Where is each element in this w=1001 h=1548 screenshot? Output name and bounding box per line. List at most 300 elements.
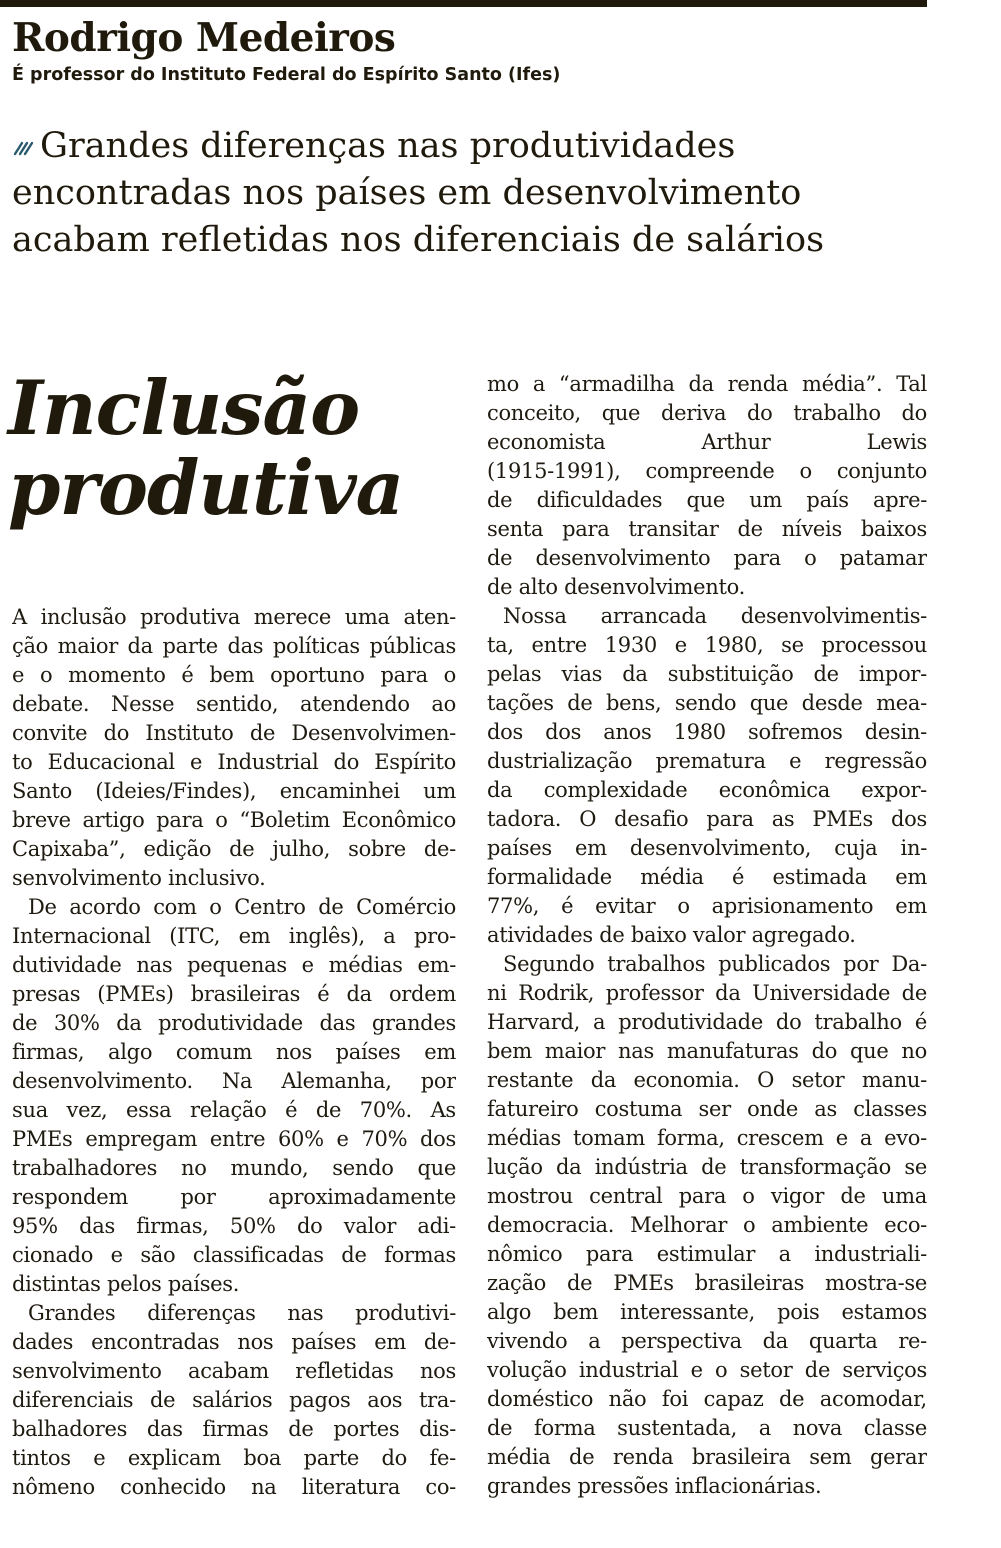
word: forma, — [656, 1126, 725, 1150]
word: interessante, — [620, 1300, 755, 1324]
word: trabalhos — [607, 952, 706, 976]
word: Universidade — [752, 981, 891, 1005]
word: presas — [12, 982, 81, 1006]
word: o — [677, 894, 690, 918]
word: prematura — [655, 749, 766, 773]
article-title-line: Inclusão — [8, 364, 360, 452]
word: países — [335, 1040, 401, 1064]
word: em — [575, 836, 607, 860]
word: no — [181, 1156, 207, 1180]
word: brasileira — [691, 1445, 791, 1469]
word: o — [804, 546, 817, 570]
word: estimada — [772, 865, 867, 889]
word: (ITC, — [169, 924, 221, 948]
article-line — [487, 950, 927, 979]
word: maior — [544, 1039, 606, 1063]
word: encontradas — [91, 1330, 220, 1354]
word: inglês), — [288, 924, 365, 948]
word: em — [374, 1330, 406, 1354]
word: e — [835, 1126, 848, 1150]
article-line — [487, 718, 927, 747]
word: relação — [189, 1098, 267, 1122]
word: diferenciais — [12, 1388, 134, 1412]
word: níveis — [781, 517, 842, 541]
word: produtivi- — [355, 1301, 456, 1325]
word: sendo — [674, 691, 737, 715]
word: firmas — [202, 1417, 269, 1441]
word: merece — [253, 605, 331, 629]
top-rule — [0, 0, 927, 7]
pull-quote-line — [12, 123, 932, 170]
article-line — [12, 1125, 456, 1154]
article-title — [8, 364, 404, 532]
word: parte — [303, 1446, 359, 1470]
word: ser — [698, 1097, 731, 1121]
word: Segundo — [503, 952, 595, 976]
word: volução — [487, 1358, 567, 1382]
word: transitar — [628, 517, 719, 541]
word: estimular — [656, 1242, 756, 1266]
word: e — [674, 633, 687, 657]
word: dos — [545, 720, 582, 744]
article-line — [12, 980, 456, 1009]
word: ao — [431, 692, 456, 716]
word: Nossa — [503, 604, 567, 628]
word: é — [181, 663, 194, 687]
word: 30% — [53, 1011, 100, 1035]
word: acomodar, — [819, 1387, 927, 1411]
word: pequenas — [187, 953, 287, 977]
word: mostrou — [487, 1184, 573, 1208]
word: (PMEs) — [97, 982, 174, 1006]
word: economia. — [633, 1068, 740, 1092]
word: sofremos — [748, 720, 843, 744]
article-line — [487, 776, 927, 805]
word: dades — [12, 1330, 74, 1354]
word: expor- — [861, 778, 927, 802]
article-line — [12, 835, 456, 864]
word: uma — [881, 1184, 927, 1208]
word: valor — [343, 1214, 397, 1238]
word: econômica — [718, 778, 830, 802]
article-line — [487, 370, 927, 399]
article-paragraph — [487, 950, 927, 1501]
word: capaz — [703, 1387, 764, 1411]
word: 77%, — [487, 894, 540, 918]
word: de — [249, 721, 276, 745]
article-line: distintas pelos países. — [12, 1272, 240, 1296]
word: bem — [553, 1300, 599, 1324]
article-line — [487, 1327, 927, 1356]
word: e — [110, 1243, 123, 1267]
article-line — [487, 428, 927, 457]
word: pagos — [289, 1388, 351, 1412]
word: e — [789, 749, 802, 773]
word: Centro — [234, 895, 306, 919]
word: da — [715, 981, 741, 1005]
word: trabalho — [814, 1010, 902, 1034]
article-line — [12, 1299, 456, 1328]
word: dos — [487, 720, 523, 744]
word: produtividade — [618, 1010, 763, 1034]
word: Capixaba”, — [12, 837, 126, 861]
word: mea- — [876, 691, 927, 715]
word: transformação — [739, 1155, 891, 1179]
word: sentido, — [196, 692, 279, 716]
word: classes — [853, 1097, 927, 1121]
article-line — [487, 863, 927, 892]
word: PMEs — [613, 1271, 674, 1295]
word: publicados — [718, 952, 831, 976]
word: o — [743, 1213, 756, 1237]
word: do — [381, 1446, 408, 1470]
word: pro- — [413, 924, 456, 948]
word: convite — [12, 721, 88, 745]
word: (1915-1991), — [487, 459, 621, 483]
word: setor — [791, 1068, 845, 1092]
word: evo- — [884, 1126, 927, 1150]
word: o — [209, 895, 222, 919]
word: co- — [425, 1475, 456, 1499]
word: classificadas — [192, 1243, 324, 1267]
word: nômeno — [12, 1475, 95, 1499]
word: evitar — [595, 894, 656, 918]
word: do — [811, 1039, 838, 1063]
word: De — [28, 895, 57, 919]
word: a — [588, 1329, 601, 1353]
word: do — [775, 1010, 802, 1034]
word: tintos — [12, 1446, 71, 1470]
word: firmas, — [136, 1214, 209, 1238]
word: de — [12, 1011, 38, 1035]
word: de — [341, 1243, 367, 1267]
word: a — [383, 924, 396, 948]
word: da — [346, 982, 372, 1006]
word: as — [771, 807, 795, 831]
word: da — [556, 1155, 582, 1179]
word: desin- — [864, 720, 927, 744]
word: Industrial — [217, 750, 319, 774]
word: em — [424, 1040, 456, 1064]
article-column-2 — [487, 370, 927, 1501]
pull-quote-text: Grandes diferenças nas produtividades — [40, 126, 736, 166]
word: desenvolvimento, — [629, 836, 812, 860]
word: 1980, — [704, 633, 764, 657]
word: aos — [367, 1388, 403, 1412]
word: a — [778, 1242, 791, 1266]
word: um — [423, 779, 456, 803]
article-line — [12, 1473, 456, 1502]
word: brasileiras — [190, 982, 301, 1006]
word: refletidas — [295, 1359, 394, 1383]
article-line — [12, 1009, 456, 1038]
word: Na — [221, 1069, 253, 1093]
word: dos — [890, 807, 927, 831]
word: o — [742, 1184, 755, 1208]
word: Lewis — [866, 430, 927, 454]
article-line — [487, 1443, 927, 1472]
article-line: senvolvimento inclusivo. — [12, 866, 266, 890]
word: “armadilha — [558, 372, 675, 396]
article-line — [12, 806, 456, 835]
word: países — [291, 1330, 357, 1354]
word: arrancada — [600, 604, 707, 628]
word: deriva — [660, 401, 727, 425]
word: atendendo — [299, 692, 410, 716]
quote-stripes-icon — [12, 137, 34, 157]
article-line — [487, 544, 927, 573]
word: compreende — [645, 459, 775, 483]
word: artigo — [82, 808, 145, 832]
word: dis- — [419, 1417, 456, 1441]
word: ordem — [388, 982, 456, 1006]
word: de — [487, 488, 513, 512]
word: Harvard, — [487, 1010, 581, 1034]
word: foi — [661, 1387, 689, 1411]
word: para — [733, 546, 781, 570]
word: formas — [384, 1243, 456, 1267]
word: média”. — [802, 372, 883, 396]
word: das — [79, 1214, 115, 1238]
word: re- — [898, 1329, 927, 1353]
word: média — [487, 1445, 551, 1469]
word: dutividade — [12, 953, 122, 977]
word: democracia. — [487, 1213, 615, 1237]
article-paragraph — [487, 370, 927, 602]
word: crescem — [736, 1126, 824, 1150]
word: Internacional — [12, 924, 151, 948]
article-line — [487, 1211, 927, 1240]
word: dos — [420, 1127, 456, 1151]
word: nômico — [487, 1242, 563, 1266]
word: na — [251, 1475, 277, 1499]
article-line — [12, 922, 456, 951]
word: vez, — [66, 1098, 108, 1122]
article-line — [487, 1066, 927, 1095]
word: da — [590, 1068, 617, 1092]
word: costuma — [594, 1097, 683, 1121]
word: nos — [419, 1359, 456, 1383]
word: aproximadamente — [268, 1185, 456, 1209]
word: da — [127, 634, 153, 658]
article-line — [12, 1212, 456, 1241]
word: e — [190, 750, 203, 774]
word: e — [336, 1127, 349, 1151]
article-line — [487, 1356, 927, 1385]
word: por — [843, 952, 879, 976]
word: adi- — [417, 1214, 456, 1238]
word: eco- — [884, 1213, 927, 1237]
word: do — [901, 401, 927, 425]
article-line: atividades de baixo valor agregado. — [487, 923, 856, 947]
word: processou — [821, 633, 927, 657]
word: no — [901, 1039, 927, 1063]
word: apre- — [872, 488, 927, 512]
word: de — [315, 1098, 342, 1122]
article-line — [487, 486, 927, 515]
word: mostra-se — [825, 1271, 927, 1295]
word: produtiva — [140, 605, 241, 629]
word: e — [690, 1358, 703, 1382]
word: tadora. — [487, 807, 562, 831]
word: Rodrik, — [518, 981, 595, 1005]
word: lução — [487, 1155, 543, 1179]
word: O — [757, 1068, 775, 1092]
article-line — [12, 1038, 456, 1067]
article-line: grandes pressões inflacionárias. — [487, 1474, 822, 1498]
word: regressão — [824, 749, 927, 773]
word: 70%. — [359, 1098, 412, 1122]
article-paragraph — [12, 603, 456, 893]
word: que — [601, 401, 641, 425]
article-line — [12, 951, 456, 980]
article-line: de alto desenvolvimento. — [487, 575, 745, 599]
word: que — [686, 488, 726, 512]
word: de — [318, 895, 344, 919]
word: fatureiro — [487, 1097, 579, 1121]
word: de — [566, 1271, 593, 1295]
word: mundo, — [230, 1156, 309, 1180]
word: senta — [487, 517, 544, 541]
word: quarta — [808, 1329, 878, 1353]
word: para — [585, 1242, 634, 1266]
word: classe — [863, 1416, 927, 1440]
article-line — [487, 1153, 927, 1182]
word: industrial — [578, 1358, 679, 1382]
word: balhadores — [12, 1417, 128, 1441]
word: de- — [423, 837, 456, 861]
word: de — [901, 981, 927, 1005]
pull-quote-line: acabam refletidas nos diferenciais de salários — [12, 220, 825, 260]
word: nas — [618, 1039, 654, 1063]
word: nos — [275, 1040, 312, 1064]
word: brasileiras — [694, 1271, 805, 1295]
word: e — [301, 953, 314, 977]
word: bens, — [606, 691, 662, 715]
article-line — [12, 632, 456, 661]
word: médias — [487, 1126, 561, 1150]
word: do — [746, 401, 773, 425]
article-line — [487, 834, 927, 863]
word: As — [430, 1098, 456, 1122]
word: zação — [487, 1271, 547, 1295]
word: oportuno — [270, 663, 365, 687]
word: pois — [777, 1300, 820, 1324]
word: de — [701, 1155, 727, 1179]
word: para — [562, 517, 610, 541]
word: parte — [162, 634, 218, 658]
article-line — [487, 602, 927, 631]
word: edição — [143, 837, 212, 861]
word: médias — [328, 953, 403, 977]
word: acabam — [187, 1359, 269, 1383]
word: economista — [487, 430, 606, 454]
word: do — [103, 721, 130, 745]
article-line — [487, 1037, 927, 1066]
word: estamos — [841, 1300, 927, 1324]
article-paragraph — [487, 602, 927, 950]
word: da — [116, 1011, 142, 1035]
word: aten- — [403, 605, 456, 629]
word: de — [288, 1417, 314, 1441]
word: desafio — [614, 807, 689, 831]
word: a — [532, 372, 546, 396]
word: da — [487, 778, 513, 802]
word: sem — [809, 1445, 852, 1469]
word: serviços — [842, 1358, 927, 1382]
word: da — [688, 372, 714, 396]
word: PMEs — [12, 1127, 73, 1151]
word: é — [732, 865, 745, 889]
article-line — [487, 1414, 927, 1443]
article-line — [12, 690, 456, 719]
article-line — [12, 603, 456, 632]
article-line — [487, 1385, 927, 1414]
word: das — [227, 634, 264, 658]
word: a — [758, 1416, 771, 1440]
word: Melhorar — [630, 1213, 728, 1237]
word: é — [914, 1010, 927, 1034]
word: (Ideies/Findes), — [95, 779, 257, 803]
word: o — [215, 808, 228, 832]
word: por — [420, 1069, 456, 1093]
word: em- — [417, 953, 456, 977]
article-line — [487, 979, 927, 1008]
article-line — [487, 892, 927, 921]
word: Grandes — [28, 1301, 116, 1325]
word: A — [12, 605, 27, 629]
article-line — [12, 748, 456, 777]
word: o — [443, 663, 456, 687]
word: in- — [900, 836, 927, 860]
word: da — [762, 1329, 788, 1353]
word: país — [806, 488, 849, 512]
word: conhecido — [120, 1475, 226, 1499]
word: baixos — [860, 517, 927, 541]
article-line — [487, 660, 927, 689]
word: uma — [344, 605, 390, 629]
word: da — [622, 662, 648, 686]
word: Comércio — [356, 895, 456, 919]
word: vias — [561, 662, 603, 686]
word: é — [317, 982, 330, 1006]
article-line — [12, 1154, 456, 1183]
word: ambiente — [771, 1213, 869, 1237]
word: o — [715, 1358, 728, 1382]
word: 95% — [12, 1214, 58, 1238]
word: onde — [747, 1097, 798, 1121]
word: Nesse — [111, 692, 175, 716]
word: Espírito — [374, 750, 456, 774]
word: professor — [605, 981, 704, 1005]
word: firmas, — [12, 1040, 85, 1064]
word: Econômico — [341, 808, 456, 832]
word: julho, — [272, 837, 331, 861]
word: e — [12, 663, 25, 687]
word: trabalhadores — [12, 1156, 158, 1180]
word: portes — [333, 1417, 400, 1441]
word: das — [146, 1417, 183, 1441]
word: do — [296, 1214, 323, 1238]
pull-quote — [12, 123, 932, 264]
word: de — [567, 691, 593, 715]
word: Instituto — [145, 721, 234, 745]
word: a — [592, 1010, 606, 1034]
word: de- — [423, 1330, 456, 1354]
word: o — [39, 663, 53, 687]
word: de — [229, 837, 255, 861]
word: ni — [487, 981, 507, 1005]
